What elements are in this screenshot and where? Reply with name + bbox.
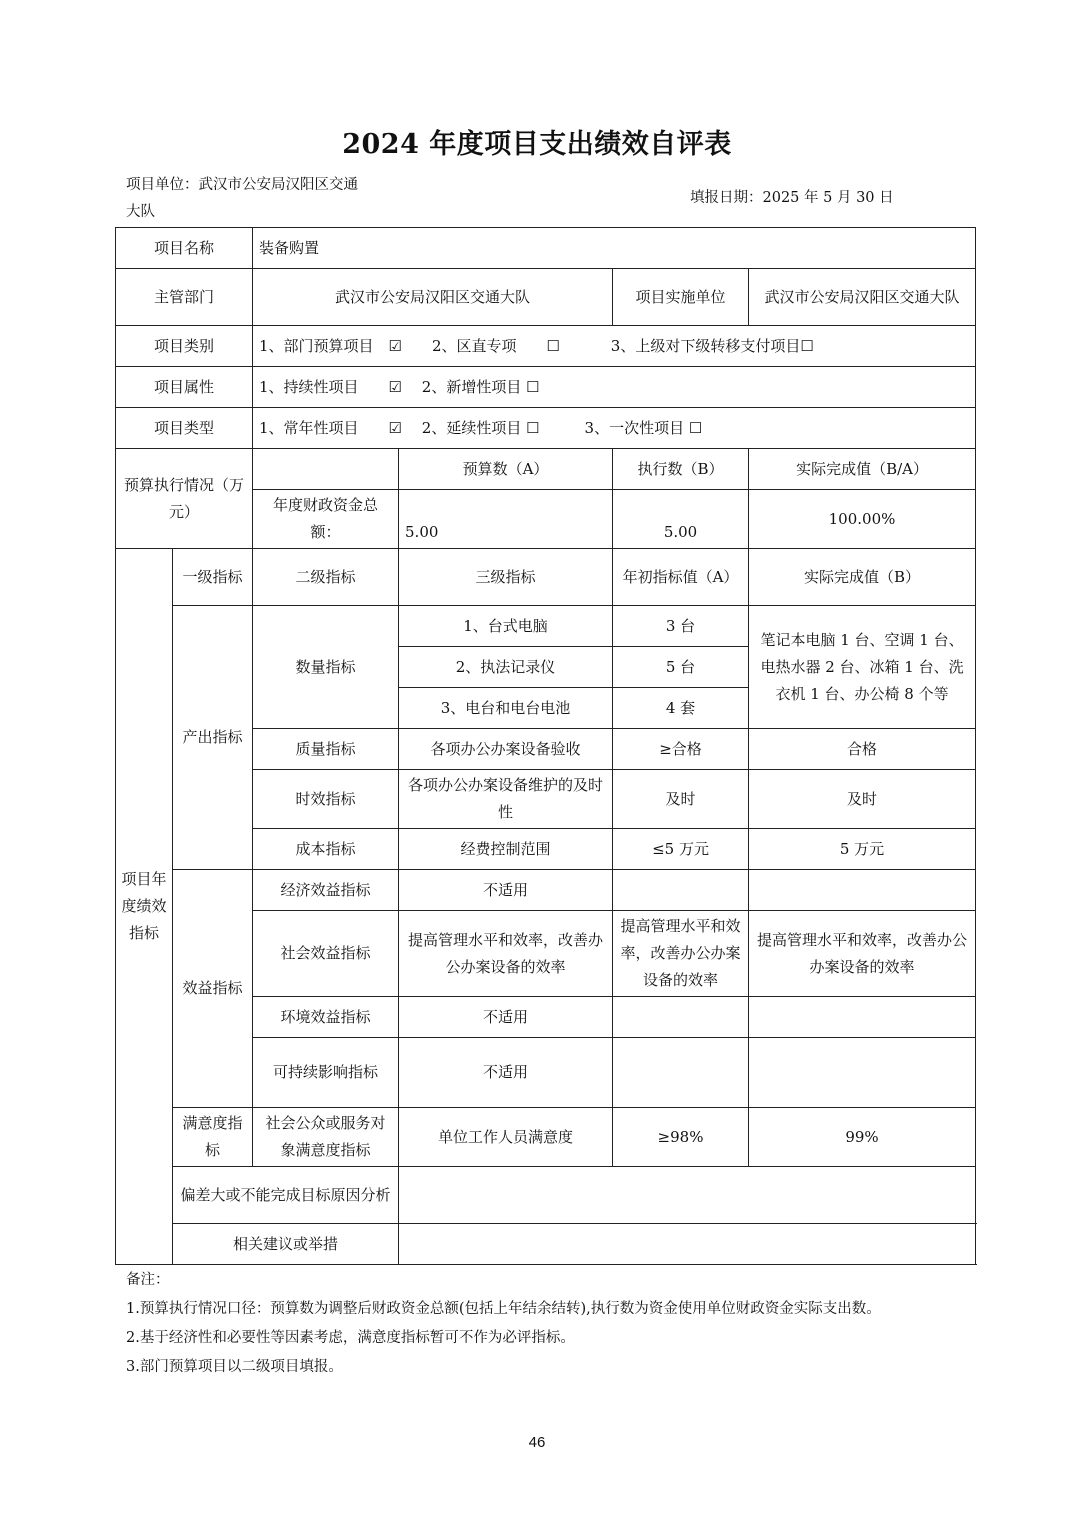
social-actual: 提高管理水平和效率，改善办公办案设备的效率 (749, 911, 976, 997)
economic-target (613, 870, 749, 911)
project-unit (126, 172, 416, 226)
budget-col-budget: 预算数（A） (399, 449, 613, 490)
attribute-label: 项目属性 (116, 367, 253, 408)
economic-label: 经济效益指标 (253, 870, 399, 911)
project-unit-line1: 项目单位：武汉市公安局汉阳区交通 (126, 177, 358, 193)
deviation-value (399, 1167, 976, 1224)
cost-label: 成本指标 (253, 829, 399, 870)
category-option-1: 1、部门预算项目 ☑ 2、区直专项 ☐ (259, 336, 560, 355)
type-row (116, 408, 976, 449)
category-option-2: 3、上级对下级转移支付项目☐ (610, 336, 814, 355)
project-name-value: 装备购置 (253, 228, 976, 269)
type-value: 1、常年性项目 ☑ 2、延续性项目 ☐ 3、一次性项目 ☐ (253, 408, 976, 449)
quantity-item-target: 5 台 (613, 647, 749, 688)
quantity-actual: 笔记本电脑 1 台、空调 1 台、电热水器 2 台、冰箱 1 台、洗衣机 1 台、办公椅 8 个等 (749, 606, 976, 729)
attribute-value: 1、持续性项目 ☑ 2、新增性项目 ☐ (253, 367, 976, 408)
output-label: 产出指标 (173, 606, 253, 870)
cost-name: 经费控制范围 (399, 829, 613, 870)
perf-header-level1: 一级指标 (173, 549, 253, 606)
perf-header-target: 年初指标值（A） (613, 549, 749, 606)
quantity-item-name: 2、执法记录仪 (399, 647, 613, 688)
social-name: 提高管理水平和效率，改善办公办案设备的效率 (399, 911, 613, 997)
timeliness-name: 各项办公办案设备维护的及时性 (399, 770, 613, 829)
category-row (116, 326, 976, 367)
perf-header-actual: 实际完成值（B） (749, 549, 976, 606)
economic-actual (749, 870, 976, 911)
satisfaction-target: ≥98% (613, 1108, 749, 1167)
department-value: 武汉市公安局汉阳区交通大队 (253, 269, 613, 326)
budget-label: 预算执行情况（万元） (116, 449, 253, 549)
economic-row (116, 870, 976, 911)
budget-blank-cell (253, 449, 399, 490)
implementing-unit-value: 武汉市公安局汉阳区交通大队 (749, 269, 976, 326)
social-label: 社会效益指标 (253, 911, 399, 997)
exec-value: 5.00 (613, 490, 749, 549)
satisfaction-row (116, 1108, 976, 1167)
fill-date: 填报日期：2025 年 5 月 30 日 (690, 190, 894, 206)
note-item: 2.基于经济性和必要性等因素考虑，满意度指标暂可不作为必评指标。 (126, 1330, 575, 1346)
quantity-item-target: 3 台 (613, 606, 749, 647)
evaluation-table (115, 227, 976, 1265)
satisfaction-name: 单位工作人员满意度 (399, 1108, 613, 1167)
environment-label: 环境效益指标 (253, 997, 399, 1038)
perf-header-level2: 二级指标 (253, 549, 399, 606)
satisfaction-label: 社会公众或服务对象满意度指标 (253, 1108, 399, 1167)
social-target: 提高管理水平和效率，改善办公办案设备的效率 (613, 911, 749, 997)
attribute-row (116, 367, 976, 408)
quality-target: ≥合格 (613, 729, 749, 770)
environment-name: 不适用 (399, 997, 613, 1038)
timeliness-actual: 及时 (749, 770, 976, 829)
perf-label: 项目年度绩效指标 (116, 549, 173, 1265)
quality-actual: 合格 (749, 729, 976, 770)
department-label: 主管部门 (116, 269, 253, 326)
budget-header-row (116, 449, 976, 490)
economic-name: 不适用 (399, 870, 613, 911)
ratio-value: 100.00% (749, 490, 976, 549)
type-label: 项目类型 (116, 408, 253, 449)
implementing-unit-label: 项目实施单位 (613, 269, 749, 326)
suggestion-row (116, 1224, 976, 1265)
sustain-target (613, 1038, 749, 1108)
page-number: 46 (528, 1434, 546, 1451)
notes-title: 备注： (126, 1272, 170, 1288)
quantity-label: 数量指标 (253, 606, 399, 729)
benefit-label: 效益指标 (173, 870, 253, 1108)
satisfaction-category: 满意度指标 (173, 1108, 253, 1167)
budget-col-ratio: 实际完成值（B/A） (749, 449, 976, 490)
deviation-row (116, 1167, 976, 1224)
environment-actual (749, 997, 976, 1038)
budget-row-label: 年度财政资金总额： (253, 490, 399, 549)
project-name-label: 项目名称 (116, 228, 253, 269)
sustain-label: 可持续影响指标 (253, 1038, 399, 1108)
sustain-actual (749, 1038, 976, 1108)
deviation-label: 偏差大或不能完成目标原因分析 (173, 1167, 399, 1224)
project-name-row (116, 228, 976, 269)
quality-label: 质量指标 (253, 729, 399, 770)
suggestion-value (399, 1224, 976, 1265)
note-item: 1.预算执行情况口径：预算数为调整后财政资金总额(包括上年结余结转),执行数为资金使用单位财政资金实际支出数。 (126, 1301, 881, 1317)
department-row (116, 269, 976, 326)
note-item: 3.部门预算项目以二级项目填报。 (126, 1359, 343, 1375)
project-unit-line2: 大队 (126, 204, 155, 220)
quantity-item-name: 1、台式电脑 (399, 606, 613, 647)
quantity-item-name: 3、电台和电台电池 (399, 688, 613, 729)
budget-col-exec: 执行数（B） (613, 449, 749, 490)
perf-header-row (116, 549, 976, 606)
cost-target: ≤5 万元 (613, 829, 749, 870)
timeliness-target: 及时 (613, 770, 749, 829)
quality-name: 各项办公办案设备验收 (399, 729, 613, 770)
cost-actual: 5 万元 (749, 829, 976, 870)
category-label: 项目类别 (116, 326, 253, 367)
perf-header-level3: 三级指标 (399, 549, 613, 606)
sustain-name: 不适用 (399, 1038, 613, 1108)
category-value (253, 326, 976, 367)
quantity-item-target: 4 套 (613, 688, 749, 729)
budget-value: 5.00 (399, 490, 613, 549)
notes (126, 1266, 986, 1382)
quantity-row-1 (116, 606, 976, 647)
suggestion-label: 相关建议或举措 (173, 1224, 399, 1265)
satisfaction-actual: 99% (749, 1108, 976, 1167)
timeliness-label: 时效指标 (253, 770, 399, 829)
page-title: 2024 年度项目支出绩效自评表 (342, 129, 732, 160)
environment-target (613, 997, 749, 1038)
